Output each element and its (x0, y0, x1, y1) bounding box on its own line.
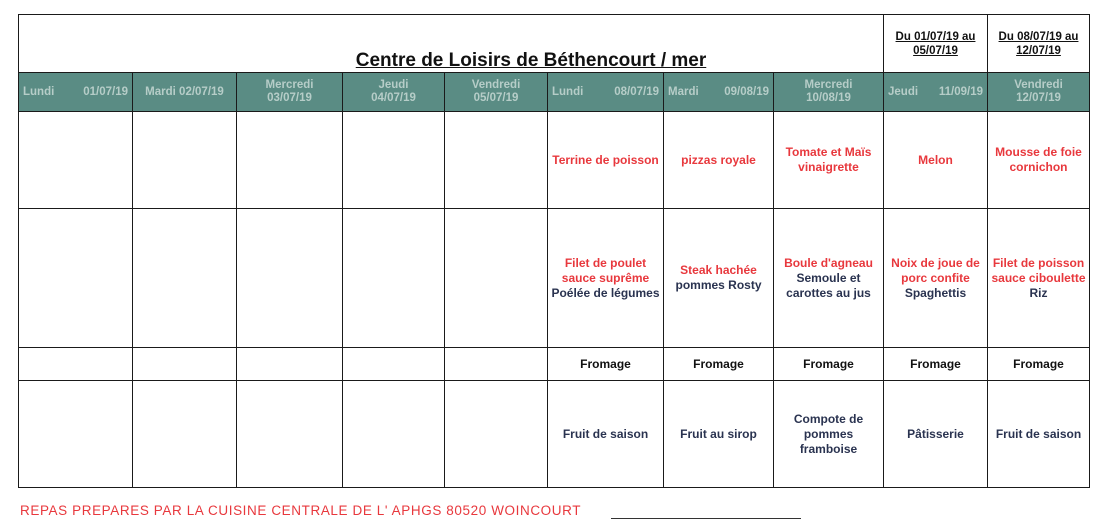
empty-cell (237, 348, 343, 381)
day-name: Mercredi (804, 79, 853, 91)
day-name: Lundi (552, 85, 584, 98)
day-name: Jeudi (378, 79, 409, 91)
day-date: 01/07/19 (83, 85, 128, 98)
cheese-row (19, 348, 1090, 381)
dessert-cell: Fruit au sirop (664, 381, 774, 488)
starter-cell: Melon (884, 112, 988, 209)
empty-cell (343, 348, 445, 381)
main-cell (548, 209, 664, 348)
day-date: 12/07/19 (1016, 92, 1061, 104)
starter-cell: pizzas royale (664, 112, 774, 209)
side-dish: Semoule et carottes au jus (786, 270, 871, 300)
dessert-cell: Pâtisserie (884, 381, 988, 488)
day-header (774, 73, 884, 112)
day-header (19, 73, 133, 112)
week-1-cell (884, 15, 988, 73)
empty-cell (343, 209, 445, 348)
day-date: 05/07/19 (473, 92, 519, 104)
dessert-row (19, 381, 1090, 488)
week-2-cell (988, 15, 1090, 73)
main-dish: Filet de poulet sauce suprême (561, 255, 650, 285)
empty-cell (445, 348, 548, 381)
starter-cell: Tomate et Maïs vinaigrette (774, 112, 884, 209)
cheese-cell: Fromage (884, 348, 988, 381)
empty-cell (19, 348, 133, 381)
day-name: Mardi (145, 85, 176, 98)
title-row (19, 15, 1090, 73)
day-header (548, 73, 664, 112)
day-name: Jeudi (888, 85, 919, 98)
footer-note: REPAS PREPARES PAR LA CUISINE CENTRALE DE L' APHGS 80520 WOINCOURT (20, 503, 582, 518)
dessert-cell: Fruit de saison (548, 381, 664, 488)
day-name: Vendredi (1014, 79, 1063, 91)
day-date: 03/07/19 (267, 92, 312, 104)
week-2-label: Du 08/07/19 au 12/07/19 (998, 30, 1079, 57)
day-date: 10/08/19 (806, 92, 851, 104)
empty-cell (133, 381, 237, 488)
main-cell (988, 209, 1090, 348)
menu-table (18, 14, 1090, 488)
days-header-row (19, 73, 1090, 112)
day-date: 11/09/19 (938, 85, 983, 98)
cheese-cell: Fromage (774, 348, 884, 381)
day-date: 09/08/19 (724, 85, 769, 98)
footer-divider (611, 518, 801, 519)
day-header (988, 73, 1090, 112)
starter-row (19, 112, 1090, 209)
day-date: 02/07/19 (179, 85, 224, 98)
empty-cell (237, 112, 343, 209)
dessert-cell: Fruit de saison (988, 381, 1090, 488)
empty-cell (445, 112, 548, 209)
dessert-cell: Compote de pommes framboise (774, 381, 884, 488)
day-header (343, 73, 445, 112)
day-header (133, 73, 237, 112)
empty-cell (133, 209, 237, 348)
empty-cell (19, 112, 133, 209)
side-dish: Riz (1029, 285, 1048, 300)
empty-cell (237, 209, 343, 348)
main-row (19, 209, 1090, 348)
day-header (445, 73, 548, 112)
day-name: Mercredi (265, 79, 314, 91)
day-date: 08/07/19 (614, 85, 659, 98)
main-dish: Steak hachée (680, 263, 757, 277)
day-header (664, 73, 774, 112)
side-dish: pommes Rosty (675, 278, 762, 292)
day-header (884, 73, 988, 112)
side-dish: Spaghettis (904, 285, 967, 300)
day-name: Lundi (23, 85, 55, 98)
empty-cell (445, 381, 548, 488)
empty-cell (445, 209, 548, 348)
day-date: 04/07/19 (371, 92, 416, 104)
day-name: Vendredi (471, 79, 521, 91)
side-dish: Poélée de légumes (551, 285, 660, 300)
empty-cell (237, 381, 343, 488)
starter-cell: Terrine de poisson (548, 112, 664, 209)
cheese-cell: Fromage (664, 348, 774, 381)
day-name: Mardi (668, 85, 699, 98)
empty-cell (343, 381, 445, 488)
cheese-cell: Fromage (988, 348, 1090, 381)
main-cell (884, 209, 988, 348)
empty-cell (133, 112, 237, 209)
main-dish: Filet de poisson sauce ciboulette (991, 255, 1086, 285)
week-1-label: Du 01/07/19 au 05/07/19 (895, 30, 976, 57)
cheese-cell: Fromage (548, 348, 664, 381)
empty-cell (19, 209, 133, 348)
main-dish: Boule d'agneau (784, 255, 873, 270)
title-cell (19, 15, 884, 73)
page-title: Centre de Loisirs de Béthencourt / mer (355, 50, 707, 71)
main-cell (774, 209, 884, 348)
day-header (237, 73, 343, 112)
empty-cell (343, 112, 445, 209)
main-cell (664, 209, 774, 348)
starter-cell: Mousse de foie cornichon (988, 112, 1090, 209)
main-dish: Noix de joue de porc confite (891, 255, 980, 285)
empty-cell (19, 381, 133, 488)
empty-cell (133, 348, 237, 381)
